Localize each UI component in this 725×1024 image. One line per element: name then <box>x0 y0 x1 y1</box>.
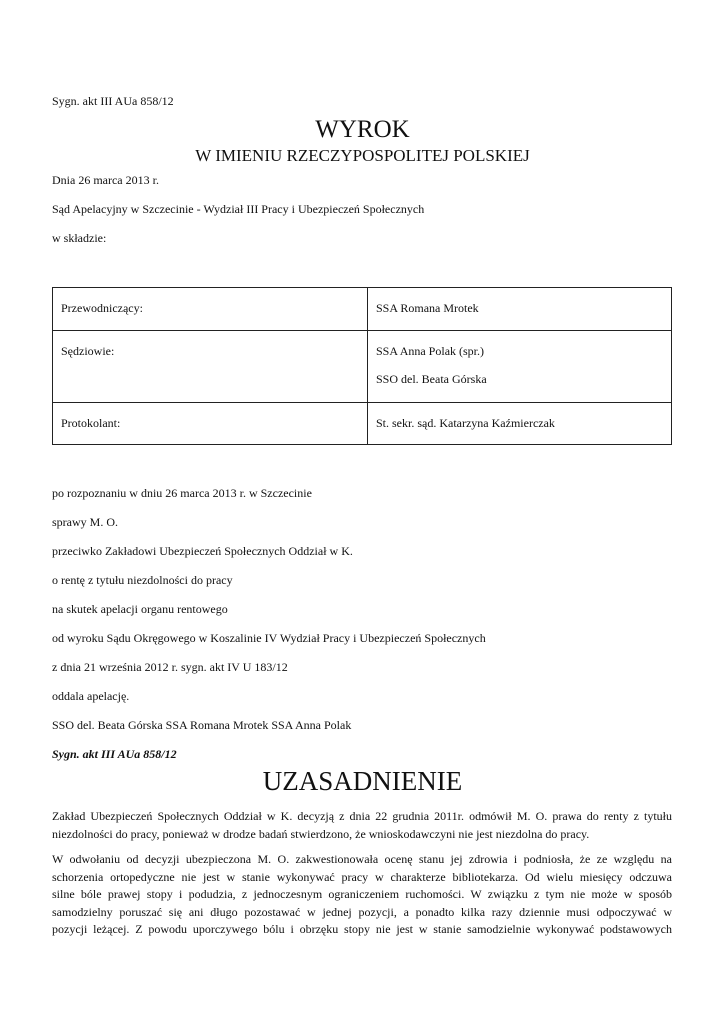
verdict-decision: oddala apelację. <box>52 689 130 703</box>
case-number-justification: Sygn. akt III AUa 858/12 <box>52 747 177 761</box>
judge-signatures: SSO del. Beata Górska SSA Romana Mrotek SSA Anna Polak <box>52 718 352 732</box>
judges-label: Sędziowie: <box>53 331 368 403</box>
court-name: Sąd Apelacyjny w Szczecinie - Wydział III Pracy i Ubezpieczeń Społecznych <box>52 202 425 216</box>
verdict-line-3: przeciwko Zakładowi Ubezpieczeń Społecznych Oddział w K. <box>52 544 353 558</box>
paragraph-line: silne bóle prawej stopy i podudzia, z jednoczesnym ograniczeniem ruchomości. W związku z tym nie może w sposób <box>52 887 672 901</box>
paragraph-line: Zakład Ubezpieczeń Społecznych Oddział w K. decyzją z dnia 22 grudnia 2011r. odmówił M. O. prawa do renty z tytułu <box>52 809 672 823</box>
paragraph-line: W odwołaniu od decyzji ubezpieczona M. O. zakwestionowała ocenę stanu jej zdrowia i podniosła, że ze względu na <box>52 852 672 866</box>
table-row <box>53 403 672 445</box>
judgment-subtitle: W IMIENIU RZECZYPOSPOLITEJ POLSKIEJ <box>195 146 530 165</box>
verdict-line-2: sprawy M. O. <box>52 515 118 529</box>
table-row <box>53 288 672 331</box>
verdict-line-6: od wyroku Sądu Okręgowego w Koszalinie IV Wydział Pracy i Ubezpieczeń Społecznych <box>52 631 486 645</box>
judgment-title: WYROK <box>315 116 410 143</box>
court-panel-table <box>52 287 672 445</box>
table-row <box>53 331 672 403</box>
justification-paragraph-1 <box>52 808 672 843</box>
verdict-line-4: o rentę z tytułu niezdolności do pracy <box>52 573 233 587</box>
composition-label: w składzie: <box>52 231 107 245</box>
judgment-date: Dnia 26 marca 2013 r. <box>52 173 159 187</box>
clerk-label: Protokolant: <box>53 403 368 445</box>
chair-label: Przewodniczący: <box>53 288 368 331</box>
paragraph-line: niezdolności do pracy, ponieważ w drodze badań stwierdzono, że wnioskodawczyni nie jest niezdolna do pracy. <box>52 826 590 841</box>
chair-value: SSA Romana Mrotek <box>368 288 672 331</box>
paragraph-line: pozycji leżącej. Z powodu uporczywego bólu i obrzęku stopy nie jest w stanie samodzielnie wykonywać podstawowych <box>52 922 672 936</box>
verdict-line-7: z dnia 21 września 2012 r. sygn. akt IV U 183/12 <box>52 660 288 674</box>
clerk-value: St. sekr. sąd. Katarzyna Kaźmierczak <box>368 403 672 445</box>
justification-title: UZASADNIENIE <box>262 766 463 796</box>
case-number-top: Sygn. akt III AUa 858/12 <box>52 94 174 108</box>
verdict-line-5: na skutek apelacji organu rentowego <box>52 602 228 616</box>
judge-1: SSA Anna Polak (spr.) <box>376 344 485 358</box>
judges-cell <box>368 331 672 403</box>
paragraph-line: samodzielny poruszać się ani długo pozostawać w jednej pozycji, a ponadto kilka razy dziennie musi odpoczywać w <box>52 904 672 919</box>
justification-paragraph-2 <box>52 851 672 939</box>
verdict-line-1: po rozpoznaniu w dniu 26 marca 2013 r. w Szczecinie <box>52 486 312 500</box>
judge-2: SSO del. Beata Górska <box>376 372 487 386</box>
paragraph-line: schorzenia ortopedyczne nie jest w stanie wykonywać pracy w charakterze bibliotekarza. Od wielu miesięcy odczuwa <box>52 869 672 884</box>
